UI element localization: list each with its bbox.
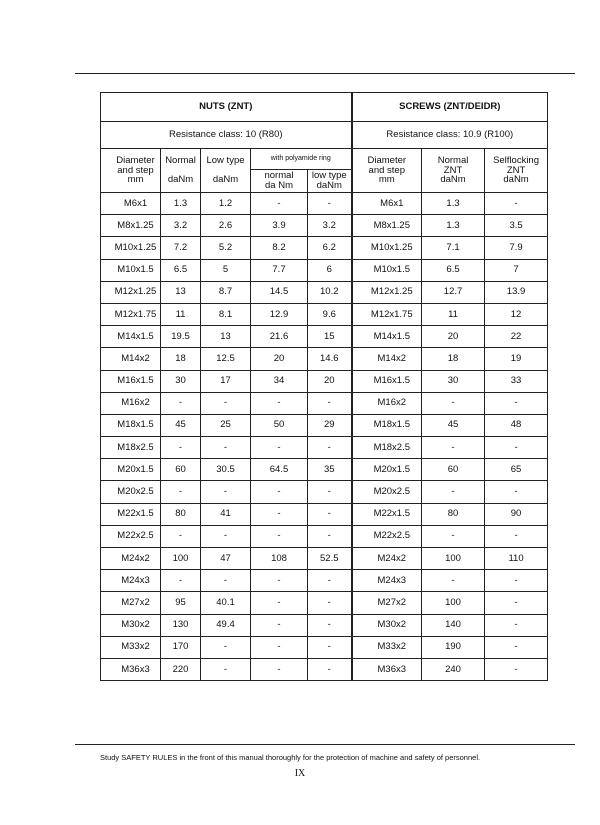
nut-poly-low-cell: -	[308, 193, 352, 215]
nut-poly-low-cell: 20	[308, 370, 352, 392]
nut-poly-normal-cell: 12.9	[251, 303, 308, 325]
nut-lowtype-cell: -	[201, 481, 251, 503]
screw-normal-cell: 11	[422, 303, 485, 325]
table-row	[101, 548, 548, 570]
nut-normal-cell: 60	[161, 459, 201, 481]
screw-normal-cell: 6.5	[422, 259, 485, 281]
nut-normal-cell: 11	[161, 303, 201, 325]
nut-poly-low-cell: -	[308, 592, 352, 614]
screw-diameter-cell: M20x1.5	[352, 459, 422, 481]
screw-normal-cell: -	[422, 525, 485, 547]
nuts-lowtype-header: Low type daNm	[201, 149, 251, 193]
nut-diameter-cell: M10x1.25	[101, 237, 161, 259]
nuts-diameter-header: Diameter and step mm	[101, 149, 161, 193]
table-row	[101, 437, 548, 459]
nut-poly-low-cell: 29	[308, 414, 352, 436]
nut-lowtype-cell: 17	[201, 370, 251, 392]
screw-normal-cell: 20	[422, 326, 485, 348]
nut-normal-cell: -	[161, 392, 201, 414]
nut-normal-cell: 100	[161, 548, 201, 570]
nut-poly-normal-cell: 64.5	[251, 459, 308, 481]
table-row	[101, 414, 548, 436]
screw-diameter-cell: M24x2	[352, 548, 422, 570]
nut-diameter-cell: M6x1	[101, 193, 161, 215]
nut-diameter-cell: M12x1.25	[101, 281, 161, 303]
screw-selflocking-cell: 22	[485, 326, 548, 348]
nut-normal-cell: 7.2	[161, 237, 201, 259]
screw-selflocking-cell: -	[485, 570, 548, 592]
screw-diameter-cell: M22x2.5	[352, 525, 422, 547]
nut-lowtype-cell: 2.6	[201, 215, 251, 237]
nut-lowtype-cell: -	[201, 392, 251, 414]
table-row	[101, 215, 548, 237]
page-number: IX	[294, 768, 306, 779]
screws-diameter-header: Diameter and step mm	[352, 149, 422, 193]
screw-normal-cell: -	[422, 481, 485, 503]
nut-normal-cell: 95	[161, 592, 201, 614]
nut-diameter-cell: M14x1.5	[101, 326, 161, 348]
screw-normal-cell: 1.3	[422, 193, 485, 215]
nut-normal-cell: -	[161, 481, 201, 503]
nut-diameter-cell: M20x2.5	[101, 481, 161, 503]
nut-normal-cell: 220	[161, 658, 201, 680]
nut-diameter-cell: M22x2.5	[101, 525, 161, 547]
screw-normal-cell: 7.1	[422, 237, 485, 259]
nut-poly-normal-cell: -	[251, 614, 308, 636]
nut-normal-cell: -	[161, 570, 201, 592]
screws-title: SCREWS (ZNT/DEIDR)	[352, 93, 548, 122]
screw-diameter-cell: M33x2	[352, 636, 422, 658]
nut-diameter-cell: M16x2	[101, 392, 161, 414]
nut-lowtype-cell: 13	[201, 326, 251, 348]
table-row	[101, 459, 548, 481]
nut-lowtype-cell: 30.5	[201, 459, 251, 481]
table-row	[101, 326, 548, 348]
screws-resistance: Resistance class: 10.9 (R100)	[352, 122, 548, 149]
nut-lowtype-cell: 41	[201, 503, 251, 525]
nut-poly-normal-cell: 21.6	[251, 326, 308, 348]
table-row	[101, 481, 548, 503]
screw-diameter-cell: M10x1.25	[352, 237, 422, 259]
nut-normal-cell: 30	[161, 370, 201, 392]
screw-normal-cell: 60	[422, 459, 485, 481]
nut-poly-low-cell: 15	[308, 326, 352, 348]
nut-lowtype-cell: 49.4	[201, 614, 251, 636]
nut-poly-normal-cell: 14.5	[251, 281, 308, 303]
nut-poly-low-cell: 3.2	[308, 215, 352, 237]
screw-diameter-cell: M14x1.5	[352, 326, 422, 348]
nut-diameter-cell: M10x1.5	[101, 259, 161, 281]
screw-diameter-cell: M27x2	[352, 592, 422, 614]
nut-lowtype-cell: -	[201, 636, 251, 658]
nut-poly-low-cell: -	[308, 636, 352, 658]
nut-lowtype-cell: 40.1	[201, 592, 251, 614]
screw-diameter-cell: M16x1.5	[352, 370, 422, 392]
top-rule	[75, 73, 575, 74]
nut-poly-normal-cell: 20	[251, 348, 308, 370]
nut-poly-normal-cell: 108	[251, 548, 308, 570]
nut-diameter-cell: M33x2	[101, 636, 161, 658]
table-row	[101, 370, 548, 392]
nuts-normal-header: Normal daNm	[161, 149, 201, 193]
nut-normal-cell: 6.5	[161, 259, 201, 281]
screw-selflocking-cell: 7.9	[485, 237, 548, 259]
screw-selflocking-cell: -	[485, 437, 548, 459]
nut-normal-cell: 45	[161, 414, 201, 436]
table-row	[101, 259, 548, 281]
nut-normal-cell: -	[161, 525, 201, 547]
screw-selflocking-cell: -	[485, 392, 548, 414]
nut-lowtype-cell: -	[201, 525, 251, 547]
torque-table	[100, 92, 548, 681]
screw-diameter-cell: M12x1.75	[352, 303, 422, 325]
nut-lowtype-cell: 5.2	[201, 237, 251, 259]
screw-diameter-cell: M12x1.25	[352, 281, 422, 303]
nut-normal-cell: 170	[161, 636, 201, 658]
screw-diameter-cell: M18x2.5	[352, 437, 422, 459]
polyamide-header: with polyamide ring	[251, 149, 352, 170]
nut-normal-cell: 19.5	[161, 326, 201, 348]
screw-diameter-cell: M6x1	[352, 193, 422, 215]
screw-selflocking-cell: 65	[485, 459, 548, 481]
nut-diameter-cell: M24x2	[101, 548, 161, 570]
table-row	[101, 303, 548, 325]
nuts-title: NUTS (ZNT)	[101, 93, 352, 122]
nut-poly-normal-cell: 50	[251, 414, 308, 436]
nut-poly-normal-cell: -	[251, 525, 308, 547]
nut-lowtype-cell: 8.7	[201, 281, 251, 303]
nut-poly-normal-cell: -	[251, 636, 308, 658]
table-row	[101, 392, 548, 414]
nut-poly-low-cell: -	[308, 481, 352, 503]
nut-poly-low-cell: -	[308, 570, 352, 592]
nut-poly-low-cell: -	[308, 437, 352, 459]
nut-lowtype-cell: 8.1	[201, 303, 251, 325]
nut-poly-low-cell: 52.5	[308, 548, 352, 570]
nut-poly-low-cell: 6	[308, 259, 352, 281]
screws-normal-header: Normal ZNT daNm	[422, 149, 485, 193]
nut-diameter-cell: M16x1.5	[101, 370, 161, 392]
nut-diameter-cell: M8x1.25	[101, 215, 161, 237]
table-row	[101, 237, 548, 259]
nut-normal-cell: -	[161, 437, 201, 459]
nut-poly-normal-cell: -	[251, 570, 308, 592]
nut-lowtype-cell: 25	[201, 414, 251, 436]
nut-poly-low-cell: -	[308, 503, 352, 525]
screw-normal-cell: 190	[422, 636, 485, 658]
table-row	[101, 193, 548, 215]
nut-diameter-cell: M24x3	[101, 570, 161, 592]
screw-diameter-cell: M14x2	[352, 348, 422, 370]
nut-normal-cell: 80	[161, 503, 201, 525]
screw-selflocking-cell: 7	[485, 259, 548, 281]
screw-selflocking-cell: 3.5	[485, 215, 548, 237]
nut-poly-normal-cell: -	[251, 503, 308, 525]
nut-poly-normal-cell: 8.2	[251, 237, 308, 259]
screw-diameter-cell: M18x1.5	[352, 414, 422, 436]
screw-normal-cell: 30	[422, 370, 485, 392]
nut-poly-normal-cell: 34	[251, 370, 308, 392]
nut-poly-normal-cell: -	[251, 481, 308, 503]
screw-selflocking-cell: -	[485, 481, 548, 503]
nut-diameter-cell: M27x2	[101, 592, 161, 614]
nut-poly-normal-cell: 7.7	[251, 259, 308, 281]
nut-normal-cell: 18	[161, 348, 201, 370]
screw-diameter-cell: M30x2	[352, 614, 422, 636]
table-row	[101, 614, 548, 636]
poly-low-header: low type daNm	[308, 170, 352, 193]
nut-poly-normal-cell: -	[251, 592, 308, 614]
nut-poly-low-cell: -	[308, 525, 352, 547]
screw-normal-cell: -	[422, 392, 485, 414]
nut-poly-low-cell: -	[308, 614, 352, 636]
nut-lowtype-cell: -	[201, 437, 251, 459]
screw-diameter-cell: M22x1.5	[352, 503, 422, 525]
nut-poly-low-cell: 14.6	[308, 348, 352, 370]
screw-diameter-cell: M20x2.5	[352, 481, 422, 503]
nut-poly-low-cell: 10.2	[308, 281, 352, 303]
nut-poly-low-cell: 35	[308, 459, 352, 481]
screw-normal-cell: 240	[422, 658, 485, 680]
screw-selflocking-cell: -	[485, 614, 548, 636]
nut-poly-normal-cell: 3.9	[251, 215, 308, 237]
table-row	[101, 592, 548, 614]
screw-selflocking-cell: -	[485, 193, 548, 215]
table-row	[101, 348, 548, 370]
screw-diameter-cell: M36x3	[352, 658, 422, 680]
screw-normal-cell: 18	[422, 348, 485, 370]
poly-normal-header: normal da Nm	[251, 170, 308, 193]
screw-normal-cell: 100	[422, 548, 485, 570]
screw-selflocking-cell: -	[485, 658, 548, 680]
screw-normal-cell: -	[422, 570, 485, 592]
bottom-rule	[75, 744, 575, 745]
nut-diameter-cell: M14x2	[101, 348, 161, 370]
screw-normal-cell: 12.7	[422, 281, 485, 303]
nut-diameter-cell: M22x1.5	[101, 503, 161, 525]
nut-lowtype-cell: 47	[201, 548, 251, 570]
table-row	[101, 281, 548, 303]
screw-diameter-cell: M10x1.5	[352, 259, 422, 281]
nut-poly-low-cell: 9.6	[308, 303, 352, 325]
nut-normal-cell: 13	[161, 281, 201, 303]
screw-normal-cell: 80	[422, 503, 485, 525]
table-row	[101, 658, 548, 680]
table-row	[101, 503, 548, 525]
screw-normal-cell: 140	[422, 614, 485, 636]
screw-selflocking-cell: 110	[485, 548, 548, 570]
table-row	[101, 570, 548, 592]
nut-lowtype-cell: 5	[201, 259, 251, 281]
table-row	[101, 636, 548, 658]
nut-poly-low-cell: 6.2	[308, 237, 352, 259]
table-row	[101, 525, 548, 547]
screw-diameter-cell: M24x3	[352, 570, 422, 592]
nut-poly-low-cell: -	[308, 658, 352, 680]
nut-poly-low-cell: -	[308, 392, 352, 414]
nut-poly-normal-cell: -	[251, 658, 308, 680]
nut-poly-normal-cell: -	[251, 392, 308, 414]
screw-diameter-cell: M8x1.25	[352, 215, 422, 237]
screw-normal-cell: 45	[422, 414, 485, 436]
screws-selflocking-header: Selflocking ZNT daNm	[485, 149, 548, 193]
nut-poly-normal-cell: -	[251, 193, 308, 215]
nut-normal-cell: 130	[161, 614, 201, 636]
screw-selflocking-cell: -	[485, 525, 548, 547]
screw-selflocking-cell: 12	[485, 303, 548, 325]
nut-normal-cell: 1.3	[161, 193, 201, 215]
screw-selflocking-cell: -	[485, 592, 548, 614]
screw-normal-cell: -	[422, 437, 485, 459]
screw-selflocking-cell: 13.9	[485, 281, 548, 303]
nut-lowtype-cell: -	[201, 570, 251, 592]
nuts-resistance: Resistance class: 10 (R80)	[101, 122, 352, 149]
safety-note: Study SAFETY RULES in the front of this manual thoroughly for the protection of machine and safety of personnel.	[100, 753, 481, 762]
nut-lowtype-cell: 12.5	[201, 348, 251, 370]
nut-lowtype-cell: 1.2	[201, 193, 251, 215]
nut-lowtype-cell: -	[201, 658, 251, 680]
screw-selflocking-cell: 48	[485, 414, 548, 436]
screw-diameter-cell: M16x2	[352, 392, 422, 414]
nut-poly-normal-cell: -	[251, 437, 308, 459]
screw-normal-cell: 1.3	[422, 215, 485, 237]
nut-normal-cell: 3.2	[161, 215, 201, 237]
nut-diameter-cell: M12x1.75	[101, 303, 161, 325]
nut-diameter-cell: M20x1.5	[101, 459, 161, 481]
screw-selflocking-cell: 90	[485, 503, 548, 525]
nut-diameter-cell: M18x1.5	[101, 414, 161, 436]
nut-diameter-cell: M18x2.5	[101, 437, 161, 459]
screw-selflocking-cell: -	[485, 636, 548, 658]
screw-selflocking-cell: 19	[485, 348, 548, 370]
screw-selflocking-cell: 33	[485, 370, 548, 392]
screw-normal-cell: 100	[422, 592, 485, 614]
nut-diameter-cell: M30x2	[101, 614, 161, 636]
nut-diameter-cell: M36x3	[101, 658, 161, 680]
